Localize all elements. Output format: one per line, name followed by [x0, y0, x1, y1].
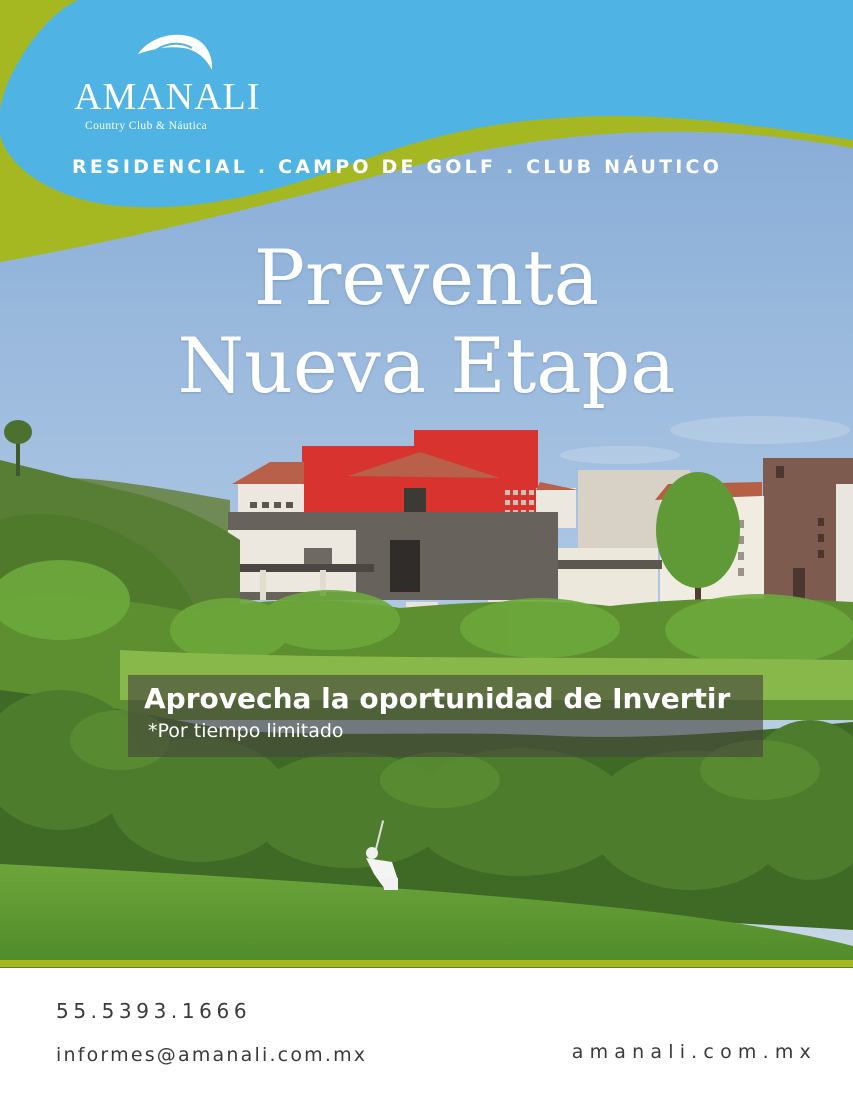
- headline-line2: Nueva Etapa: [177, 321, 676, 410]
- email-link[interactable]: informes@amanali.com.mx: [56, 1044, 368, 1066]
- headline-line1: Preventa: [253, 233, 600, 322]
- offer-title: Aprovecha la oportunidad de Invertir: [144, 682, 731, 715]
- offer-banner: [128, 675, 763, 757]
- phone-number: 55.5393.1666: [56, 999, 252, 1023]
- tagline: RESIDENCIAL . CAMPO DE GOLF . CLUB NÁUTICO: [72, 156, 723, 178]
- website-link[interactable]: amanali.com.mx: [571, 1041, 817, 1063]
- offer-note: *Por tiempo limitado: [148, 720, 344, 742]
- brand-name: AMANALI: [74, 76, 261, 118]
- footer-divider: [0, 960, 853, 967]
- brand-subtitle: Country Club & Náutica: [85, 120, 208, 132]
- leaf-wave-icon: [136, 28, 216, 72]
